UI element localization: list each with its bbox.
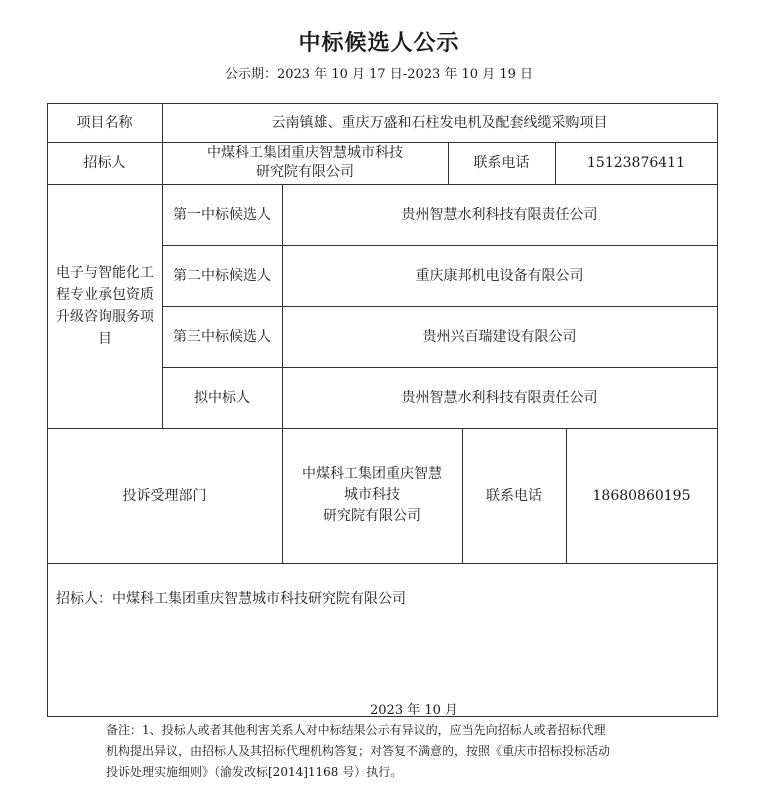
proposed-winner-name: 贵州智慧水利科技有限责任公司 [401,389,598,406]
complaint-phone-label: 联系电话 [486,487,542,504]
tenderer-statement: 招标人：中煤科工集团重庆智慧城市科技研究院有限公司 [56,591,406,607]
complaint-dept-label: 投诉受理部门 [122,487,207,504]
complaint-phone-value: 18680860195 [592,487,691,504]
candidate-2-label: 第二中标候选人 [173,267,271,284]
tenderer-label: 招标人 [83,155,126,171]
remark-line-2: 机构提出异议，由招标人及其招标代理机构答复；对答复不满意的，按照《重庆市招标投标活动 [106,744,611,758]
contact-phone-label: 联系电话 [473,155,530,171]
complaint-dept-value [282,428,462,563]
remark-line-1: 备注：1、投标人或者其他利害关系人对中标结果公示有异议的，应当先向招标人或者招标代理 [106,723,606,737]
candidate-1-label: 第一中标候选人 [173,206,271,223]
candidate-3-label: 第三中标候选人 [173,328,271,345]
candidate-1-name: 贵州智慧水利科技有限责任公司 [401,206,598,223]
page-title: 中标候选人公示 [298,31,460,56]
project-name-value: 云南镇雄、重庆万盛和石柱发电机及配套线缆采购项目 [271,114,608,131]
complaint-dept-line-3: 研究院有限公司 [323,508,421,524]
tenderer-line-2: 研究院有限公司 [256,164,354,180]
contact-phone-value: 15123876411 [587,155,685,171]
remarks [106,720,691,783]
remark-line-3: 投诉处理实施细则》（渝发改标[2014]1168 号）执行。 [106,765,403,779]
complaint-dept-line-2: 城市科技 [344,487,400,503]
complaint-dept-line-1: 中煤科工集团重庆智慧 [302,466,442,482]
candidate-2-name: 重庆康邦机电设备有限公司 [415,267,584,284]
project-name-label: 项目名称 [76,114,133,131]
notice-date: 2023 年 10 月 [370,703,459,718]
proposed-winner-label: 拟中标人 [194,389,250,406]
tenderer-line-1: 中煤科工集团重庆智慧城市科技 [207,145,403,161]
candidate-3-name: 贵州兴百瑞建设有限公司 [422,328,577,345]
publicity-period: 公示期：2023 年 10 月 17 日-2023 年 10 月 19 日 [224,67,534,82]
tenderer-value [162,142,448,184]
section-project-label: 电子与智能化工程专业承包资质升级咨询服务项目 [56,265,154,347]
